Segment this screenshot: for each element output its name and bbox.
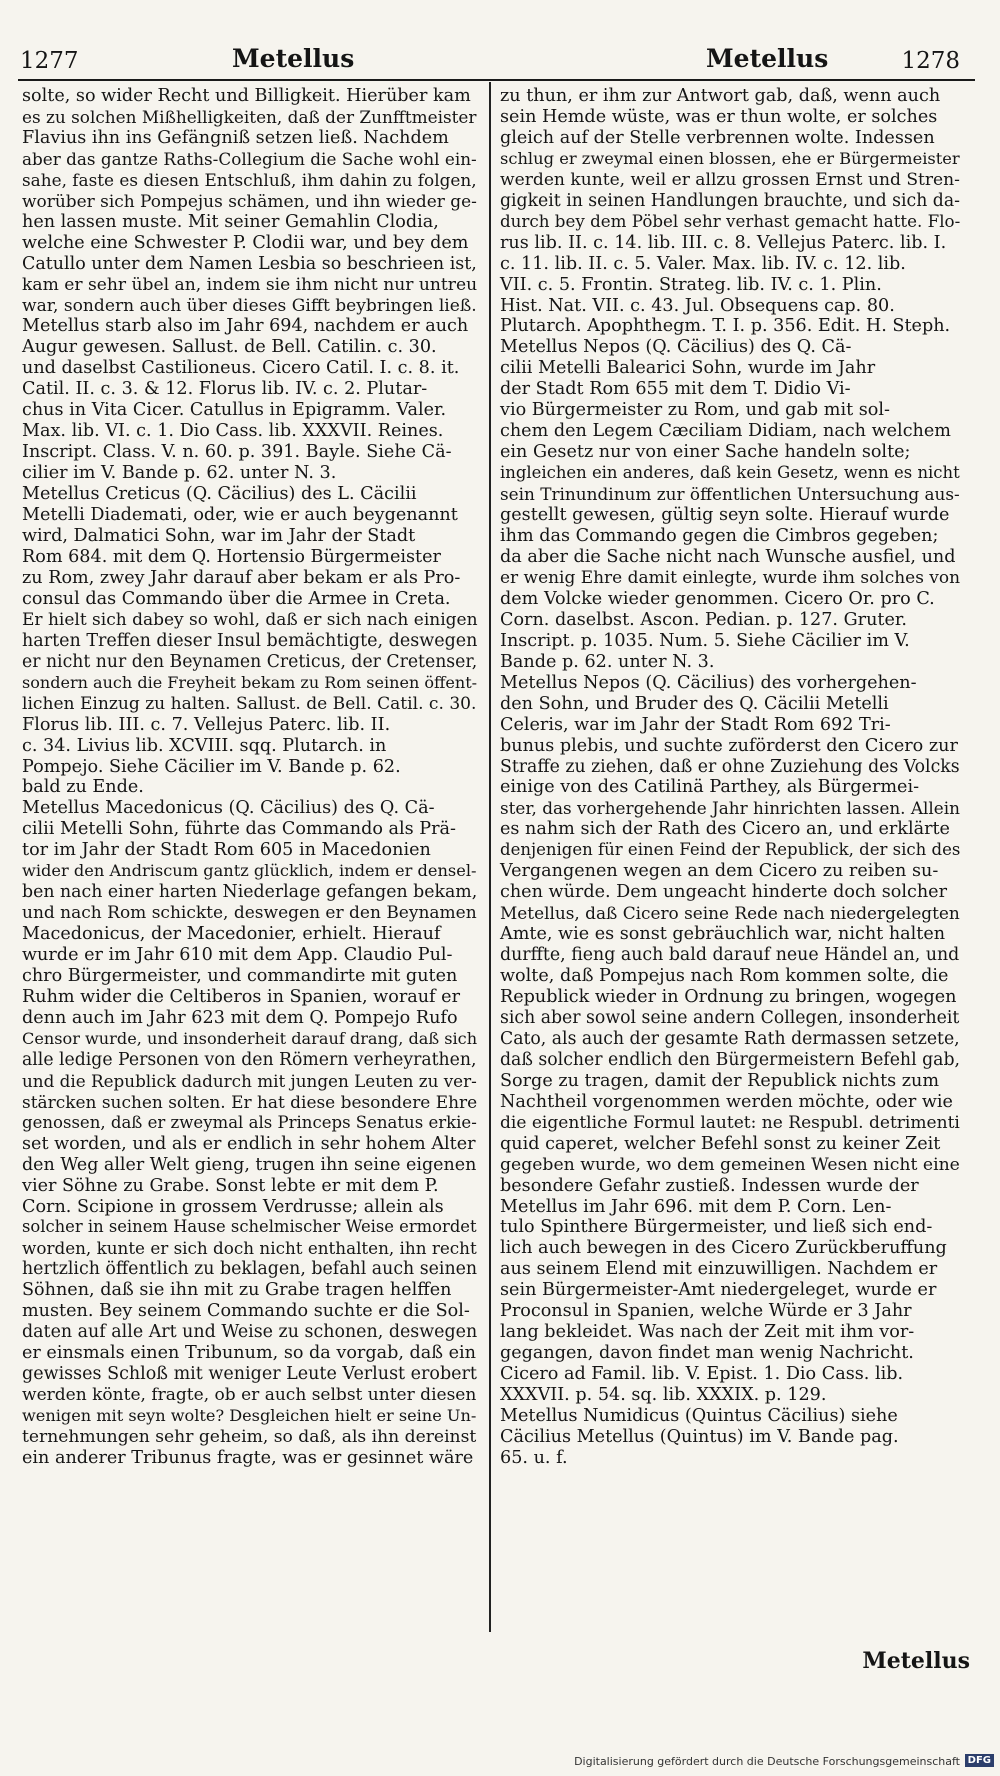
text-line: harten Treffen dieser Insul bemächtigte, deswegen	[22, 630, 478, 651]
text-line: alle ledige Personen von den Römern verheyrathen,	[22, 1049, 477, 1070]
text-line: Ruhm wider die Celtiberos in Spanien, worauf er	[22, 986, 460, 1007]
text-line: den Weg aller Welt gieng, trugen ihn seine eigenen	[22, 1154, 477, 1175]
text-line: Augur gewesen. Sallust. de Bell. Catilin. c. 30.	[22, 337, 437, 358]
text-line: cilii Metelli Sohn, führte das Commando als Prä-	[22, 819, 456, 840]
dfg-logo: DFG	[965, 1754, 994, 1767]
text-line: ternehmungen sehr geheim, so daß, als ihn dereinst	[22, 1427, 477, 1447]
text-line: Metellus Creticus (Q. Cäcilius) des L. Cäcilii	[22, 484, 417, 505]
text-line: gleich auf der Stelle verbrennen wolte. Indessen	[500, 127, 935, 148]
text-line: gegeben wurde, wo dem gemeinen Wesen nicht eine	[500, 1154, 960, 1175]
text-line: er einsmals einen Tribunum, so da vorgab, daß ein	[22, 1343, 477, 1364]
text-line: Plutarch. Apophthegm. T. I. p. 356. Edit. H. Steph.	[500, 316, 951, 337]
text-line: zu Rom, zwey Jahr darauf aber bekam er als Pro-	[22, 567, 461, 588]
text-line: tor im Jahr der Stadt Rom 605 in Macedonien	[22, 840, 431, 861]
running-head-right: Metellus	[706, 44, 829, 73]
text-line: Pompejo. Siehe Cäcilier im V. Bande p. 62.	[22, 756, 401, 777]
page-number-left: 1277	[20, 48, 79, 74]
text-line: Florus lib. III. c. 7. Vellejus Paterc. lib. II.	[22, 714, 391, 735]
text-line: c. 11. lib. II. c. 5. Valer. Max. lib. IV. c. 12. lib.	[500, 253, 906, 274]
left-column	[22, 86, 477, 1469]
text-line: und die Republick dadurch mit jungen Leuten zu ver-	[22, 1070, 477, 1091]
text-line: rus lib. II. c. 14. lib. III. c. 8. Vellejus Paterc. lib. I.	[500, 232, 947, 253]
text-line: sein Hemde wüste, was er thun wolte, er solches	[500, 106, 938, 127]
text-line: bunus plebis, und suchte zuförderst den Cicero zur	[500, 735, 958, 756]
text-line: aus seinem Elend mit einzuwilligen. Nachdem er	[500, 1259, 938, 1280]
column-divider	[489, 82, 491, 1632]
text-line: Corn. daselbst. Ascon. Pedian. p. 127. Gruter.	[500, 609, 907, 630]
text-line: durch bey dem Pöbel sehr verhast gemacht hatte. Flo-	[500, 211, 961, 231]
right-column	[500, 86, 960, 1469]
text-line: Hist. Nat. VII. c. 43. Jul. Obsequens cap. 80.	[500, 295, 895, 316]
text-line: vio Bürgermeister zu Rom, und gab mit sol-	[500, 400, 890, 421]
text-line: schlug er zweymal einen blossen, ehe er Bürgermeister	[500, 148, 960, 168]
text-line: ein Gesetz nur von einer Sache handeln solte;	[500, 442, 911, 463]
text-line: Straffe zu ziehen, daß er ohne Zuziehung des Volcks	[500, 756, 960, 777]
text-line: Proconsul in Spanien, welche Würde er 3 Jahr	[500, 1301, 912, 1322]
text-line: XXXVII. p. 54. sq. lib. XXXIX. p. 129.	[500, 1385, 827, 1406]
text-line: wird, Dalmatici Sohn, war im Jahr der Stadt	[22, 526, 416, 547]
text-line: den Sohn, und Bruder des Q. Cäcilii Metelli	[500, 693, 889, 714]
text-line: ihm das Commando gegen die Cimbros gegeben;	[500, 526, 939, 547]
text-line: Vergangenen wegen an dem Cicero zu reiben su-	[500, 861, 939, 882]
text-line: denjenigen für einen Feind der Republick, der sich des	[500, 840, 961, 860]
text-line: Amte, wie es sonst gebräuchlich war, nicht halten	[500, 924, 946, 945]
text-line: ein anderer Tribunus fragte, was er gesinnet wäre	[22, 1447, 474, 1468]
text-line: gewisses Schloß mit weniger Leute Verlust erobert	[22, 1364, 477, 1385]
text-line: daten auf alle Art und Weise zu schonen, deswegen	[22, 1322, 478, 1343]
text-line: dem Volcke wieder genommen. Cicero Or. pro C.	[500, 588, 935, 609]
text-line: gestellt gewesen, gültig seyn solte. Hierauf wurde	[500, 505, 950, 526]
text-line: hertzlich öffentlich zu beklagen, befahl auch seinen	[22, 1259, 478, 1280]
text-line: wolte, daß Pompejus nach Rom kommen solte, die	[500, 966, 949, 987]
text-line: und daselbst Castilioneus. Cicero Catil. I. c. 8. it.	[22, 358, 460, 379]
text-line: wenigen mit seyn wolte? Desgleichen hielt er seine Un-	[22, 1406, 477, 1426]
text-line: hen lassen muste. Mit seiner Gemahlin Clodia,	[22, 211, 439, 232]
catchword: Metellus	[862, 1648, 970, 1674]
text-line: Sorge zu tragen, damit der Republick nichts zum	[500, 1070, 940, 1091]
text-line: wurde er im Jahr 610 mit dem App. Claudio Pul-	[22, 945, 453, 966]
header-rule	[18, 79, 975, 81]
text-line: Er hielt sich dabey so wohl, daß er sich nach einigen	[22, 609, 478, 630]
text-line: Metellus im Jahr 696. mit dem P. Corn. Len-	[500, 1196, 892, 1217]
text-line: und nach Rom schickte, deswegen er den Beynamen	[22, 903, 477, 924]
text-line: tulo Spinthere Bürgermeister, und ließ sich end-	[500, 1217, 933, 1238]
page-number-right: 1278	[901, 48, 960, 74]
text-line: die eigentliche Formul lautet: ne Respubl. detrimenti	[500, 1112, 960, 1133]
text-line: es nahm sich der Rath des Cicero an, und erklärte	[500, 819, 950, 840]
text-line: Söhnen, daß sie ihn mit zu Grabe tragen helffen	[22, 1280, 452, 1301]
text-line: Bande p. 62. unter N. 3.	[500, 651, 715, 672]
text-line: Metellus Nepos (Q. Cäcilius) des vorhergehen-	[500, 672, 917, 693]
text-line: quid caperet, welcher Befehl sonst zu keiner Zeit	[500, 1133, 941, 1154]
text-line: Censor wurde, und insonderheit darauf drang, daß sich	[22, 1028, 478, 1048]
text-line: genossen, daß er zweymal als Princeps Senatus erkie-	[22, 1112, 477, 1132]
text-line: werden kunte, weil er allzu grossen Ernst und Stren-	[500, 169, 960, 190]
text-line: kam er sehr übel an, indem sie ihm nicht nur untreu	[22, 274, 478, 295]
text-line: chus in Vita Cicer. Catullus in Epigramm. Valer.	[22, 400, 447, 421]
text-line: Inscript. Class. V. n. 60. p. 391. Bayle. Siehe Cä-	[22, 442, 452, 463]
text-line: set worden, und als er endlich in sehr hohem Alter	[22, 1133, 476, 1154]
text-line: sein Trinundinum zur öffentlichen Untersuchung aus-	[500, 484, 960, 505]
text-line: solte, so wider Recht und Billigkeit. Hierüber kam	[22, 86, 471, 106]
text-line: Max. lib. VI. c. 1. Dio Cass. lib. XXXVII. Reines.	[22, 421, 444, 442]
text-line: lang bekleidet. Was nach der Zeit mit ihm vor-	[500, 1322, 915, 1343]
text-line: Metellus, daß Cicero seine Rede nach niedergelegten	[500, 903, 960, 924]
text-line: daß solcher endlich den Bürgermeistern Befehl gab,	[500, 1049, 961, 1070]
text-line: da aber die Sache nicht nach Wunsche ausfiel, und	[500, 546, 956, 567]
text-line: chem den Legem Cæciliam Didiam, nach welchem	[500, 421, 951, 442]
text-line: Catil. II. c. 3. & 12. Florus lib. IV. c. 2. Plutar-	[22, 379, 428, 400]
running-head-left: Metellus	[232, 44, 355, 73]
text-line: Metellus starb also im Jahr 694, nachdem er auch	[22, 316, 469, 337]
text-line: ster, das vorhergehende Jahr hinrichten lassen. Allein	[500, 798, 960, 819]
text-line: lich auch bewegen in des Cicero Zurückberuffung	[500, 1238, 947, 1259]
text-line: sondern auch die Freyheit bekam zu Rom seinen öffent-	[22, 672, 478, 692]
footer	[0, 1752, 1000, 1776]
text-line: vier Söhne zu Grabe. Sonst lebte er mit dem P.	[22, 1175, 439, 1196]
text-line: einige von des Catilinä Parthey, als Bürgermei-	[500, 777, 920, 798]
text-line: VII. c. 5. Frontin. Strateg. lib. IV. c. 1. Plin.	[500, 274, 882, 295]
text-line: es zu solchen Mißhelligkeiten, daß der Zunfftmeister	[22, 106, 477, 127]
text-line: ben nach einer harten Niederlage gefangen bekam,	[22, 882, 478, 903]
text-line: Catullo unter dem Namen Lesbia so beschrieen ist,	[22, 253, 477, 274]
text-line: solcher in seinem Hause schelmischer Weise ermordet	[22, 1217, 477, 1237]
page-header	[20, 38, 970, 78]
text-line: war, sondern auch über dieses Gifft beybringen ließ.	[22, 295, 477, 316]
text-line: Metellus Macedonicus (Q. Cäcilius) des Q. Cä-	[22, 798, 435, 819]
text-line: durffte, fieng auch bald darauf neue Händel an, und	[500, 945, 960, 966]
text-line: Metelli Diademati, oder, wie er auch beygenannt	[22, 505, 458, 526]
text-line: sahe, faste es diesen Entschluß, ihm dahin zu folgen,	[22, 169, 477, 190]
text-line: ingleichen ein anderes, daß kein Gesetz, wenn es nicht	[500, 463, 960, 483]
text-line: besondere Gefahr zustieß. Indessen wurde der	[500, 1175, 919, 1196]
text-line: c. 34. Livius lib. XCVIII. sqq. Plutarch. in	[22, 735, 387, 756]
text-line: zu thun, er ihm zur Antwort gab, daß, wenn auch	[500, 86, 941, 106]
text-line: der Stadt Rom 655 mit dem T. Didio Vi-	[500, 379, 851, 400]
text-line: Macedonicus, der Macedonier, erhielt. Hierauf	[22, 924, 441, 945]
text-line: lichen Einzug zu halten. Sallust. de Bell. Catil. c. 30.	[22, 693, 477, 714]
text-line: 65. u. f.	[500, 1447, 568, 1468]
text-line: aber das gantze Raths-Collegium die Sache wohl ein-	[22, 148, 477, 169]
text-line: Cato, als auch der gesamte Rath dermassen setzete,	[500, 1028, 960, 1049]
text-line: Republick wieder in Ordnung zu bringen, wogegen	[500, 986, 957, 1007]
text-line: gigkeit in seinen Handlungen brauchte, und sich da-	[500, 190, 960, 211]
digitization-credit: Digitalisierung gefördert durch die Deutsche Forschungsgemeinschaft	[574, 1755, 960, 1768]
text-line: denn auch im Jahr 623 mit dem Q. Pompejo Rufo	[22, 1007, 458, 1028]
text-line: welche eine Schwester P. Clodii war, und bey dem	[22, 232, 469, 253]
text-line: Celeris, war im Jahr der Stadt Rom 692 Tri-	[500, 714, 891, 735]
text-line: sein Bürgermeister-Amt niedergeleget, wurde er	[500, 1280, 937, 1301]
text-line: sich aber sowol seine andern Collegen, insonderheit	[500, 1007, 960, 1028]
text-line: musten. Bey seinem Commando suchte er die Sol-	[22, 1301, 470, 1322]
text-line: cilii Metelli Balearici Sohn, wurde im Jahr	[500, 358, 876, 379]
text-line: gegangen, davon findet man wenig Nachricht.	[500, 1343, 914, 1364]
text-line: stärcken suchen solten. Er hat diese besondere Ehre	[22, 1091, 478, 1112]
text-line: Rom 684. mit dem Q. Hortensio Bürgermeister	[22, 546, 441, 567]
text-line: consul das Commando über die Armee in Creta.	[22, 588, 451, 609]
text-line: werden könte, fragte, ob er auch selbst unter diesen	[22, 1385, 477, 1406]
text-line: worüber sich Pompejus schämen, und ihn wieder ge-	[22, 190, 477, 211]
text-line: Metellus Numidicus (Quintus Cäcilius) siehe	[500, 1406, 898, 1427]
text-line: er nicht nur den Beynamen Creticus, der Cretenser,	[22, 651, 478, 672]
text-line: worden, kunte er sich doch nicht enthalten, ihn recht	[22, 1238, 477, 1259]
text-line: Inscript. p. 1035. Num. 5. Siehe Cäcilier im V.	[500, 630, 910, 651]
text-line: chro Bürgermeister, und commandirte mit guten	[22, 966, 458, 987]
text-line: er wenig Ehre damit einlegte, wurde ihm solches von	[500, 567, 961, 588]
text-line: Flavius ihn ins Gefängniß setzen ließ. Nachdem	[22, 127, 449, 148]
text-line: wider den Andriscum gantz glücklich, indem er densel-	[22, 861, 477, 881]
text-line: bald zu Ende.	[22, 777, 144, 798]
text-line: chen würde. Dem ungeacht hinderte doch solcher	[500, 882, 947, 903]
text-line: Corn. Scipione in grossem Verdrusse; allein als	[22, 1196, 444, 1217]
text-line: Cicero ad Famil. lib. V. Epist. 1. Dio Cass. lib.	[500, 1364, 904, 1385]
text-line: Metellus Nepos (Q. Cäcilius) des Q. Cä-	[500, 337, 852, 358]
text-line: cilier im V. Bande p. 62. unter N. 3.	[22, 463, 337, 484]
text-line: Cäcilius Metellus (Quintus) im V. Bande pag.	[500, 1427, 899, 1447]
text-line: Nachtheil vorgenommen werden möchte, oder wie	[500, 1091, 953, 1112]
